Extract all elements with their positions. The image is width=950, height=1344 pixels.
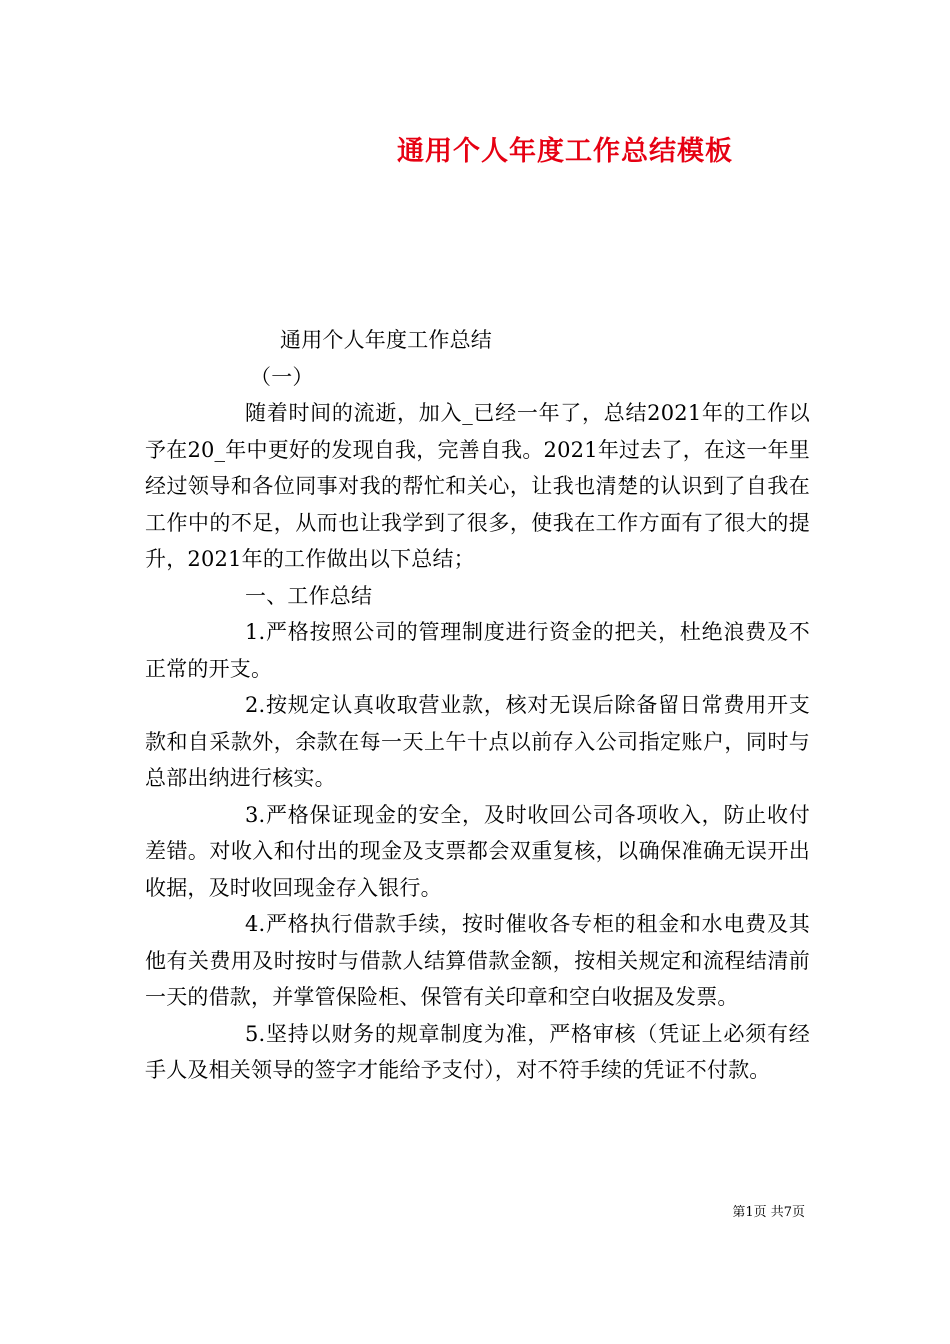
document-body <box>145 322 810 1089</box>
paragraph-item-3: 3.严格保证现金的安全，及时收回公司各项收入，防止收付差错。对收入和付出的现金及支票都会双重复核，以确保准确无误开出收据，及时收回现金存入银行。 <box>145 802 810 900</box>
paragraph-item-2: 2.按规定认真收取营业款，核对无误后除备留日常费用开支款和自采款外，余款在每一天上午十点以前存入公司指定账户，同时与总部出纳进行核实。 <box>145 693 810 790</box>
paragraph-item-1: 1.严格按照公司的管理制度进行资金的把关，杜绝浪费及不正常的开支。 <box>145 620 810 681</box>
paragraph-item-4: 4.严格执行借款手续，按时催收各专柜的租金和水电费及其他有关费用及时按时与借款人结算借款金额，按相关规定和流程结清前一天的借款，并掌管保险柜、保管有关印章和空白收据及发票。 <box>145 912 810 1009</box>
document-subtitle: 通用个人年度工作总结 <box>280 328 492 352</box>
paragraph-intro: 随着时间的流逝，加入_已经一年了，总结2021年的工作以予在20_年中更好的发现自我，完善自我。2021年过去了，在这一年里经过领导和各位同事对我的帮忙和关心，让我也清楚的认识到了自我在工作中的不足，从而也让我学到了很多，使我在工作方面有了很大的提升，2021年的工作做出以下总结； <box>145 401 810 571</box>
document-title: 通用个人年度工作总结模板 <box>397 136 733 167</box>
section-label: （一） <box>250 364 314 389</box>
page-footer: 第1页 共7页 <box>732 1205 805 1220</box>
paragraph-item-5: 5.坚持以财务的规章制度为准，严格审核（凭证上必须有经手人及相关领导的签字才能给予支付），对不符手续的凭证不付款。 <box>145 1021 810 1082</box>
paragraph-heading: 一、工作总结 <box>245 583 373 608</box>
